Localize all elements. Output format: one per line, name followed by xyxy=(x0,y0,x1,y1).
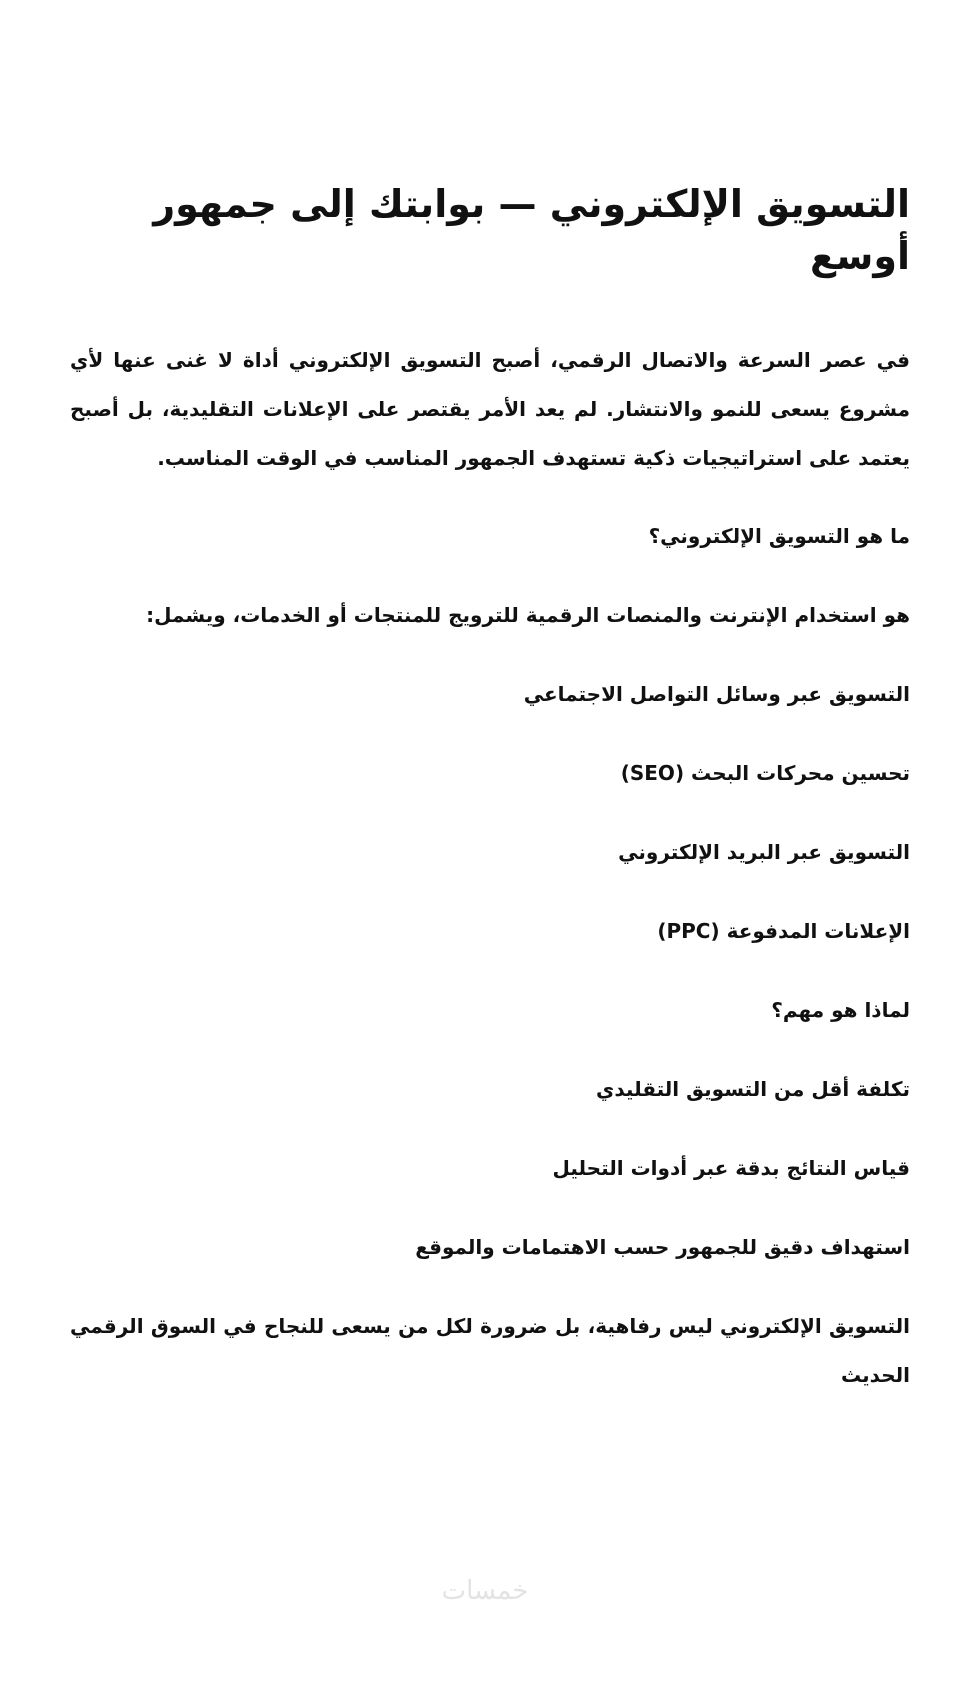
list-item: تكلفة أقل من التسويق التقليدي xyxy=(596,1077,910,1101)
page-title: التسويق الإلكتروني — بوابتك إلى جمهور أوسع xyxy=(153,182,910,278)
includes-list xyxy=(70,670,910,956)
list-item: قياس النتائج بدقة عبر أدوات التحليل xyxy=(552,1156,910,1180)
list-item: استهداف دقيق للجمهور حسب الاهتمامات والموقع xyxy=(415,1235,910,1259)
list-item: تحسين محركات البحث (SEO) xyxy=(620,761,910,785)
list-item: التسويق عبر البريد الإلكتروني xyxy=(618,840,910,864)
document-body xyxy=(70,336,910,1400)
why-heading: لماذا هو مهم؟ xyxy=(771,998,910,1022)
conclusion-paragraph: التسويق الإلكتروني ليس رفاهية، بل ضرورة لكل من يسعى للنجاح في السوق الرقمي الحديث xyxy=(70,1314,910,1387)
intro-paragraph: في عصر السرعة والاتصال الرقمي، أصبح التسويق الإلكتروني أداة لا غنى عنها لأي مشروع يسعى للنمو والانتشار. لم يعد الأمر يقتصر على الإعلانات التقليدية، بل أصبح يعتمد على استراتيجيات ذكية تستهدف الجمهور المناسب في الوقت المناسب. xyxy=(70,348,910,470)
what-paragraph: هو استخدام الإنترنت والمنصات الرقمية للترويج للمنتجات أو الخدمات، ويشمل: xyxy=(146,603,910,627)
why-list xyxy=(70,1065,910,1272)
watermark-logo: خمسات xyxy=(441,1576,529,1606)
list-item: التسويق عبر وسائل التواصل الاجتماعي xyxy=(523,682,910,706)
list-item: الإعلانات المدفوعة (PPC) xyxy=(657,919,910,943)
what-heading: ما هو التسويق الإلكتروني؟ xyxy=(648,524,910,548)
